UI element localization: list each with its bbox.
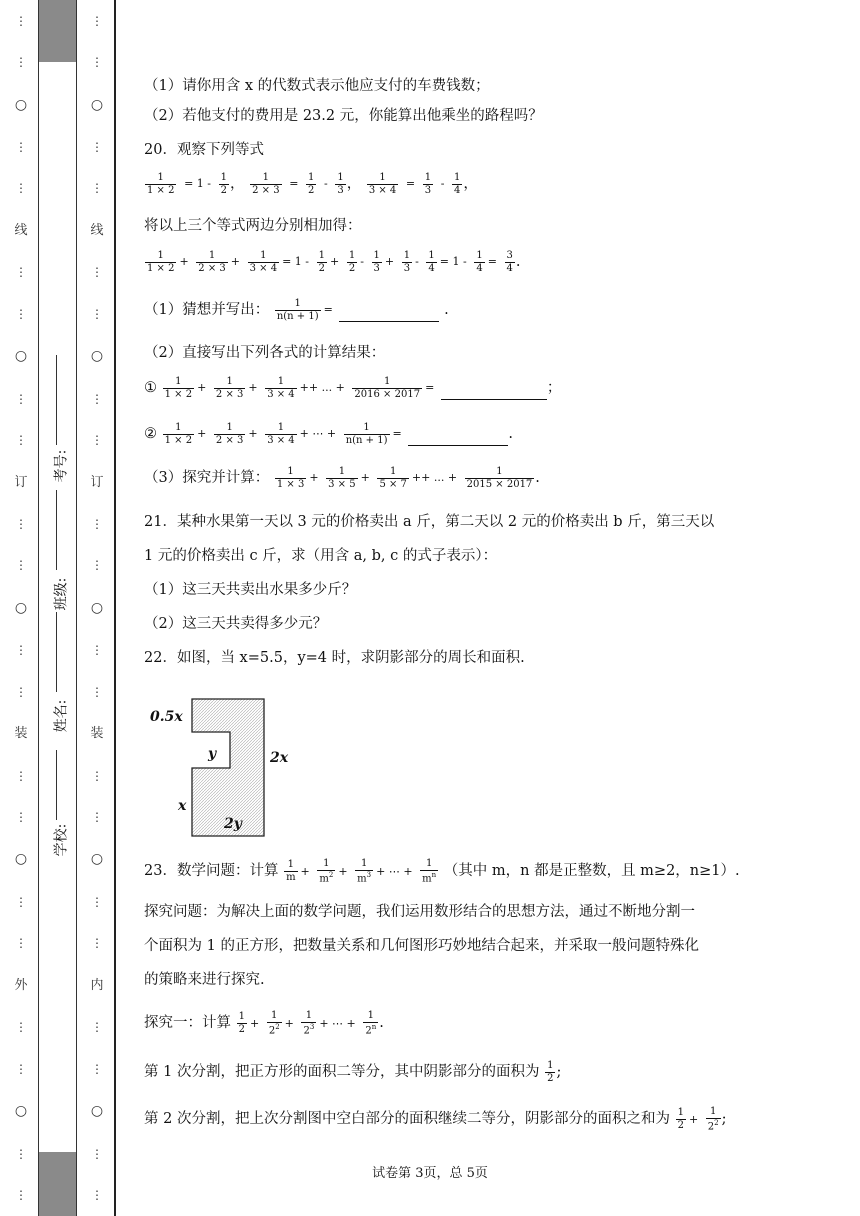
q21-part1: （1）这三天共卖出水果多少斤？ <box>144 582 357 598</box>
q20-part3: （3）探究并计算： $\frac{1}{1 \times 3}$ + $\frac{1}{3 \times 5}$ + $\frac{1}{5 \times 7}$ ++ ... + $\frac{1}{2015 \times 2017}$ . <box>144 466 540 490</box>
q19-part1: （1）请你用含 x 的代数式表示他应支付的车费钱数； <box>144 78 490 94</box>
q23-line3: 个面积为 1 的正方形，把数量关系和几何图形巧妙地结合起来，并采取一般问题特殊化 <box>144 938 699 954</box>
q23-step2: 第 2 次分割，把上次分割图中空白部分的面积继续二等分，阴影部分的面积之和为 $\frac{1}{2}$ + $\frac{1}{2^2}$ ; <box>144 1106 727 1132</box>
answer-blank[interactable] <box>441 387 547 400</box>
q20-title: 20．观察下列等式 <box>144 142 264 158</box>
answer-blank[interactable] <box>339 309 439 322</box>
q20-sum-intro: 将以上三个等式两边分别相加得： <box>144 218 362 234</box>
q20-equations: $\frac{1}{1 \times 2}$ = 1 - $\frac{1}{2}$ ， $\frac{1}{2 \times 3}$ = $\frac{1}{2}$ - $\frac{1}{3}$ ， $\frac{1}{3 \times 4}$ = $\frac{1}{3}$ - $\frac{1}{4}$ ， <box>147 172 478 196</box>
q21-line1: 21．某种水果第一天以 3 元的价格卖出 a 斤，第二天以 2 元的价格卖出 b 斤，第三天以 <box>144 514 715 530</box>
q21-part2: （2）这三天共卖得多少元？ <box>144 616 328 632</box>
q20-part2: （2）直接写出下列各式的计算结果： <box>144 345 386 361</box>
field-name-line <box>56 612 57 692</box>
field-examno-line <box>56 355 57 445</box>
label-2x: 2x <box>270 750 289 766</box>
margin-rule <box>76 0 77 1216</box>
q20-sum-equation: $\frac{1}{1 \times 2}$ + $\frac{1}{2 \times 3}$ + $\frac{1}{3 \times 4}$ = 1 - $\frac{1}{2}$ + $\frac{1}{2}$ - $\frac{1}{3}$ + $\frac{1}{3}$ - $\frac{1}{4}$ = 1 - $\frac{1}{4}$ = $\frac{3}{4}$ . <box>147 250 521 274</box>
label-2y: 2y <box>224 816 242 832</box>
q21-line2: 1 元的价格卖出 c 斤，求（用含 a, b, c 的式子表示）： <box>144 548 498 564</box>
answer-blank[interactable] <box>408 433 508 446</box>
q20-part2-item2: ② $\frac{1}{1 \times 2}$ + $\frac{1}{2 \times 3}$ + $\frac{1}{3 \times 4}$ + ⋯ + $\frac{1}{n(n + 1)}$ = . <box>144 422 513 446</box>
field-examno-label: 考号: <box>53 449 70 483</box>
page-footer: 试卷第 3页，总 5页 <box>372 1166 488 1181</box>
field-class-label: 班级: <box>53 577 70 611</box>
q23-step1: 第 1 次分割，把正方形的面积二等分，其中阴影部分的面积为 $\frac{1}{2}$ ; <box>144 1060 562 1084</box>
q22-figure <box>150 692 300 842</box>
q19-part2: （2）若他支付的费用是 23.2 元，你能算出他乘坐的路程吗？ <box>144 108 543 124</box>
q20-part2-item1: ① $\frac{1}{1 \times 2}$ + $\frac{1}{2 \times 3}$ + $\frac{1}{3 \times 4}$ ++ ... + $\frac{1}{2016 \times 2017}$ = ； <box>144 376 562 400</box>
field-name-label: 姓名: <box>53 699 70 733</box>
label-0-5x: 0.5x <box>150 709 183 725</box>
q20-part1: （1）猜想并写出： $\frac{1}{n(n + 1)}$ = . <box>144 298 449 322</box>
field-school-label: 学校: <box>53 823 70 857</box>
inner-dots-column: ⋮ ⋮ ○ ⋮ ⋮ 线 ⋮ ⋮ ○ ⋮ ⋮ 订 ⋮ ⋮ ○ ⋮ ⋮ 装 ⋮ ⋮ ○ ⋮ ⋮ 内 ⋮ ⋮ ○ ⋮ ⋮ <box>90 13 104 1202</box>
q23-line2: 探究问题：为解决上面的数学问题，我们运用数形结合的思想方法，通过不断地分割一 <box>144 904 695 920</box>
field-class-line <box>56 490 57 570</box>
outer-dots-column: ⋮ ⋮ ○ ⋮ ⋮ 线 ⋮ ⋮ ○ ⋮ ⋮ 订 ⋮ ⋮ ○ ⋮ ⋮ 装 ⋮ ⋮ ○ ⋮ ⋮ 外 ⋮ ⋮ ○ ⋮ ⋮ <box>14 13 28 1202</box>
margin-rule <box>114 0 116 1216</box>
field-school-line <box>56 750 57 820</box>
q23-line1: 23．数学问题：计算 $\frac{1}{m}$ + $\frac{1}{m^2}$ + $\frac{1}{m^3}$ + ⋯ + $\frac{1}{m^n}$ （其中 m，n 都是正整数，且 m≥2，n≥1）. <box>144 858 740 884</box>
q22-text: 22．如图，当 x=5.5，y=4 时，求阴影部分的周长和面积. <box>144 650 525 666</box>
label-x: x <box>178 798 187 814</box>
student-info-column <box>38 0 76 1216</box>
q23-line4: 的策略来进行探究. <box>144 972 265 988</box>
label-y: y <box>208 746 217 762</box>
q23-explore1: 探究一：计算 $\frac{1}{2}$ + $\frac{1}{2^2}$ + $\frac{1}{2^3}$ + ⋯ + $\frac{1}{2^n}$ . <box>144 1010 384 1036</box>
